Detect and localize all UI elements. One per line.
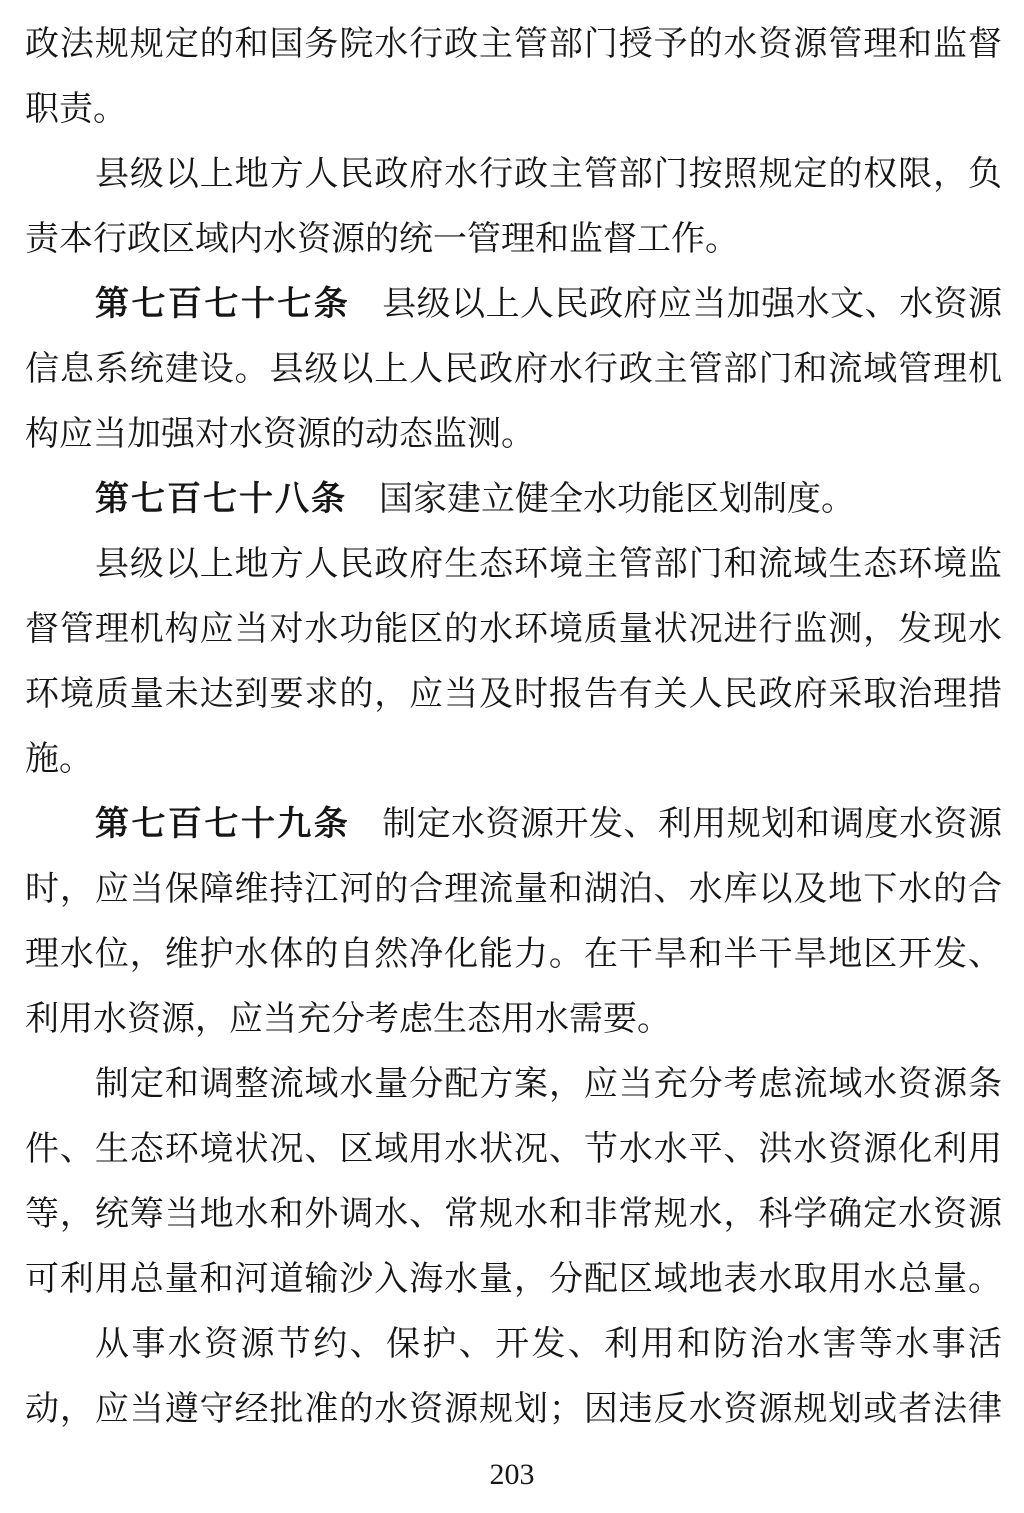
body-text — [25, 12, 1002, 1442]
text-line — [25, 922, 1002, 987]
line-text: 时，应当保障维持江河的合理流量和湖泊、水库以及地下水的合 — [25, 871, 1002, 908]
line-text: 动，应当遵守经批准的水资源规划；因违反水资源规划或者法律 — [25, 1391, 1002, 1428]
text-line — [25, 532, 1002, 597]
text-line — [25, 857, 1002, 922]
text-line — [25, 1312, 1002, 1377]
line-text: 县级以上地方人民政府生态环境主管部门和流域生态环境监 — [95, 546, 1002, 583]
line-text: 县级以上地方人民政府水行政主管部门按照规定的权限，负 — [95, 156, 1002, 193]
line-text: 责本行政区域内水资源的统一管理和监督工作。 — [25, 221, 739, 258]
line-text: 制定和调整流域水量分配方案，应当充分考虑流域水资源条 — [95, 1066, 1002, 1103]
text-line — [25, 337, 1002, 402]
text-line — [25, 1377, 1002, 1442]
text-line — [25, 207, 1002, 272]
line-text: 信息系统建设。县级以上人民政府水行政主管部门和流域管理机 — [25, 351, 1002, 388]
line-text: 从事水资源节约、保护、开发、利用和防治水害等水事活 — [95, 1326, 1002, 1363]
line-text: 职责。 — [25, 91, 127, 128]
text-line — [25, 1247, 1002, 1312]
text-line — [25, 77, 1002, 142]
page-number: 203 — [489, 1458, 535, 1491]
text-line — [25, 662, 1002, 727]
line-text: 国家建立健全水功能区划制度。 — [379, 481, 855, 518]
text-line — [25, 142, 1002, 207]
text-line — [25, 1052, 1002, 1117]
line-text: 理水位，维护水体的自然净化能力。在干旱和半干旱地区开发、 — [25, 936, 1002, 973]
line-text: 可利用总量和河道输沙入海水量，分配区域地表水取用水总量。 — [25, 1261, 1002, 1298]
line-text: 制定水资源开发、利用规划和调度水资源 — [382, 806, 1003, 843]
text-line — [25, 402, 1002, 467]
text-line — [25, 272, 1002, 337]
text-line — [25, 792, 1002, 857]
line-text: 等，统筹当地水和外调水、常规水和非常规水，科学确定水资源 — [25, 1196, 1002, 1233]
line-text: 环境质量未达到要求的，应当及时报告有关人民政府采取治理措 — [25, 676, 1002, 713]
line-text: 构应当加强对水资源的动态监测。 — [25, 416, 535, 453]
article-number: 第七百七十九条 — [95, 805, 351, 843]
text-line — [25, 1182, 1002, 1247]
article-number: 第七百七十七条 — [95, 285, 351, 323]
text-line — [25, 12, 1002, 77]
line-text: 利用水资源，应当充分考虑生态用水需要。 — [25, 1001, 671, 1038]
text-line — [25, 597, 1002, 662]
text-line — [25, 727, 1002, 792]
article-number: 第七百七十八条 — [95, 480, 347, 518]
line-text: 件、生态环境状况、区域用水状况、节水水平、洪水资源化利用 — [25, 1131, 1002, 1168]
line-text: 施。 — [25, 741, 93, 778]
text-line — [25, 1117, 1002, 1182]
text-line — [25, 467, 1002, 532]
text-line — [25, 987, 1002, 1052]
line-text: 政法规规定的和国务院水行政主管部门授予的水资源管理和监督 — [25, 26, 1002, 63]
line-text: 县级以上人民政府应当加强水文、水资源 — [382, 286, 1003, 323]
line-text: 督管理机构应当对水功能区的水环境质量状况进行监测，发现水 — [25, 611, 1002, 648]
